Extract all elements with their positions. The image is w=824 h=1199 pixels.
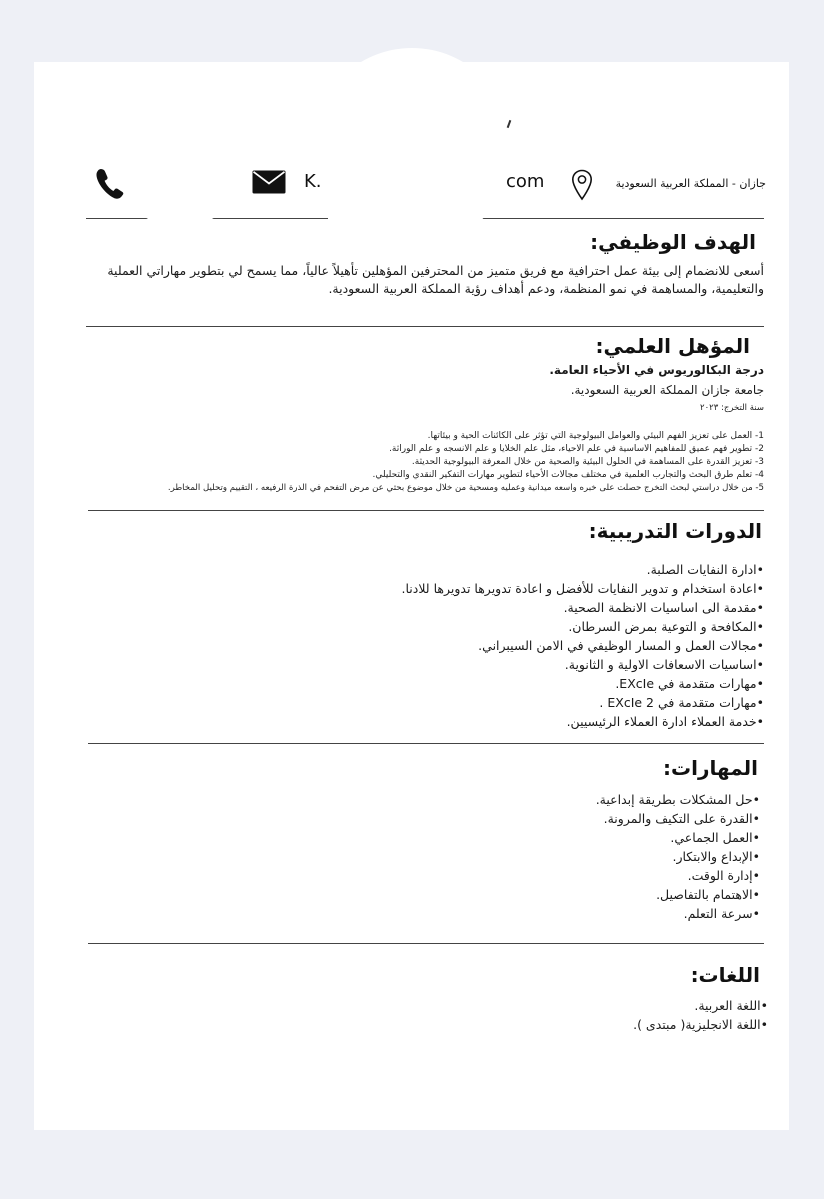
education-point-4: 4- تعلم طرق البحث والتجارب العلمية في مختلف مجالات الأحياء لتطوير مهارات التفكير النقدي والتحليلي. xyxy=(372,470,764,480)
education-point-5: 5- من خلال دراستي لبحث التخرج حصلت على خبره واسعه ميدانية وعمليه ومسحية من خلال موضوع بحثي عن مرض التفحم في الذرة الرفيعه ، التقييم وتحليل المخاطر. xyxy=(167,483,764,493)
phone-icon xyxy=(94,167,126,201)
skills-title: المهارات: xyxy=(663,756,758,780)
course-item: •مجالات العمل و المسار الوظيفي في الامن السيبراني. xyxy=(478,638,764,653)
objective-line-1: أسعى للانضمام إلى بيئة عمل احترافية مع فريق متميز من المحترفين المؤهلين تأهيلاً عالياً، مما يسمح لي بتطوير مهاراتي العملية xyxy=(107,263,764,278)
skill-item: •الإبداع والابتكار. xyxy=(672,849,760,864)
course-item: •اساسيات الاسعافات الاولية و الثانوية. xyxy=(564,657,764,672)
envelope-icon xyxy=(252,170,286,194)
skill-item: •إدارة الوقت. xyxy=(687,868,760,883)
languages-list xyxy=(633,996,768,1034)
course-item: •مقدمة الى اساسيات الانظمة الصحية. xyxy=(563,600,764,615)
divider-courses xyxy=(88,743,764,744)
courses-list xyxy=(402,560,765,731)
location-text: جازان - المملكة العربية السعودية xyxy=(615,177,766,190)
divider-skills xyxy=(88,943,764,944)
header-divider-mid xyxy=(218,218,328,219)
course-item: •مهارات متقدمة في EXcIe 2 . xyxy=(599,695,764,710)
objective-line-2: والتعليمية، والمساهمة في نمو المنظمة، ودعم أهداف رؤية المملكة العربية السعودية. xyxy=(328,281,764,296)
email-start: K. xyxy=(304,171,322,192)
degree-title: درجة البكالوريوس في الأحياء العامة. xyxy=(549,363,764,377)
location-pin-icon xyxy=(571,169,593,201)
languages-title: اللغات: xyxy=(690,963,760,987)
education-point-1: 1- العمل على تعزيز الفهم البيئي والعوامل البيولوجية التي تؤثر على الكائنات الحية و بيئاتها. xyxy=(427,431,764,441)
course-item: •خدمة العملاء ادارة العملاء الرئيسيين. xyxy=(566,714,764,729)
education-point-2: 2- تطوير فهم عميق للمفاهيم الاساسية في علم الاحياء، مثل علم الخلايا و علم الانسجه و علم الوراثة. xyxy=(389,444,764,454)
language-item: •اللغة العربية. xyxy=(694,998,768,1013)
education-title: المؤهل العلمي: xyxy=(595,334,750,358)
redaction-circle-large xyxy=(312,48,512,248)
education-point-3: 3- تعزيز القدرة على المساهمة في الحلول البيئية والصحية من خلال المعرفة البيولوجية الحديثة. xyxy=(411,457,764,467)
course-item: •ادارة النفايات الصلبة. xyxy=(646,562,764,577)
skill-item: •سرعة التعلم. xyxy=(683,906,760,921)
skills-list xyxy=(596,790,760,923)
objective-title: الهدف الوظيفي: xyxy=(590,230,756,254)
email-end: com xyxy=(506,171,545,192)
graduation-year: سنة التخرج: ٢٠٢٣ xyxy=(700,403,764,413)
skill-item: •حل المشكلات بطريقة إبداعية. xyxy=(595,792,760,807)
course-item: •اعادة استخدام و تدوير النفايات للأفضل و اعادة تدويرها تدويرها للادنا. xyxy=(401,581,764,596)
university-name: جامعة جازان المملكة العربية السعودية. xyxy=(570,383,764,397)
redaction-circle-small xyxy=(118,104,242,228)
courses-title: الدورات التدريبية: xyxy=(588,519,762,543)
skill-item: •القدرة على التكيف والمرونة. xyxy=(603,811,760,826)
divider-education xyxy=(88,510,764,511)
skill-item: •العمل الجماعي. xyxy=(670,830,760,845)
course-item: •مهارات متقدمة في EXcIe. xyxy=(615,676,764,691)
language-item: •اللغة الانجليزية( مبتدى ). xyxy=(633,1017,768,1032)
course-item: •المكافحة و التوعية بمرض السرطان. xyxy=(568,619,764,634)
divider-objective xyxy=(86,326,764,327)
skill-item: •الاهتمام بالتفاصيل. xyxy=(656,887,760,902)
